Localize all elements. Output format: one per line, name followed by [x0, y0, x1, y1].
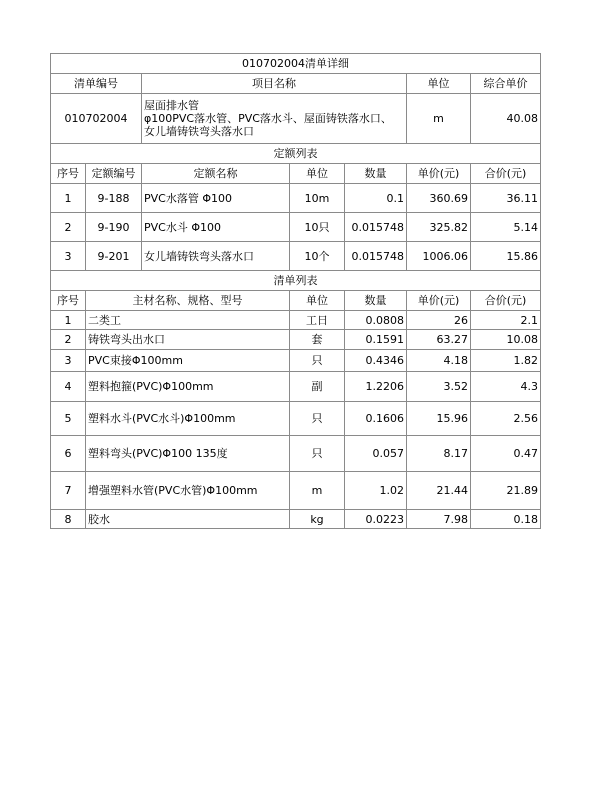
material-no: 5: [51, 402, 86, 436]
quota-unit: 10只: [290, 213, 345, 242]
bill-name-line1: 屋面排水管: [144, 99, 199, 112]
quota-total: 15.86: [471, 242, 541, 271]
material-total: 2.56: [471, 402, 541, 436]
material-total: 0.47: [471, 436, 541, 472]
bill-detail-table: [50, 53, 541, 529]
material-price: 21.44: [407, 472, 471, 510]
materials-col-name: 主材名称、规格、型号: [86, 291, 290, 311]
material-price: 8.17: [407, 436, 471, 472]
material-row: [51, 436, 541, 472]
quota-no: 3: [51, 242, 86, 271]
material-row: [51, 402, 541, 436]
material-no: 2: [51, 330, 86, 350]
material-total: 4.3: [471, 372, 541, 402]
material-row: [51, 472, 541, 510]
material-price: 15.96: [407, 402, 471, 436]
materials-col-unit: 单位: [290, 291, 345, 311]
material-name: 铸铁弯头出水口: [86, 330, 290, 350]
quota-name: 女儿墙铸铁弯头落水口: [142, 242, 290, 271]
material-unit: 只: [290, 350, 345, 372]
material-unit: m: [290, 472, 345, 510]
materials-col-total: 合价(元): [471, 291, 541, 311]
name-header: 项目名称: [142, 74, 407, 94]
quota-price: 325.82: [407, 213, 471, 242]
page-title: 010702004清单详细: [51, 54, 541, 74]
quota-row: [51, 242, 541, 271]
bill-item-row: [51, 94, 541, 144]
material-unit: 只: [290, 402, 345, 436]
material-total: 21.89: [471, 472, 541, 510]
quota-name: PVC水落管 Φ100: [142, 184, 290, 213]
quota-row: [51, 213, 541, 242]
bill-price: 40.08: [471, 94, 541, 144]
price-header: 综合单价: [471, 74, 541, 94]
material-price: 4.18: [407, 350, 471, 372]
material-qty: 0.057: [345, 436, 407, 472]
material-qty: 0.4346: [345, 350, 407, 372]
quota-total: 5.14: [471, 213, 541, 242]
material-name: 塑料弯头(PVC)Φ100 135度: [86, 436, 290, 472]
quota-unit: 10m: [290, 184, 345, 213]
quota-col-price: 单价(元): [407, 164, 471, 184]
materials-col-qty: 数量: [345, 291, 407, 311]
quota-row: [51, 184, 541, 213]
quota-qty: 0.1: [345, 184, 407, 213]
materials-section-row: [51, 271, 541, 291]
quota-unit: 10个: [290, 242, 345, 271]
bill-name-line3: 女儿墙铸铁弯头落水口: [144, 125, 254, 138]
material-no: 8: [51, 510, 86, 529]
material-price: 3.52: [407, 372, 471, 402]
material-name: 胶水: [86, 510, 290, 529]
quota-col-code: 定额编号: [86, 164, 142, 184]
bill-code: 010702004: [51, 94, 142, 144]
material-no: 6: [51, 436, 86, 472]
title-row: [51, 54, 541, 74]
material-qty: 1.2206: [345, 372, 407, 402]
material-row: [51, 311, 541, 330]
material-name: 塑料抱箍(PVC)Φ100mm: [86, 372, 290, 402]
material-price: 7.98: [407, 510, 471, 529]
material-row: [51, 330, 541, 350]
quota-name: PVC水斗 Φ100: [142, 213, 290, 242]
material-qty: 0.0808: [345, 311, 407, 330]
quota-col-qty: 数量: [345, 164, 407, 184]
material-qty: 0.0223: [345, 510, 407, 529]
material-name: 塑料水斗(PVC水斗)Φ100mm: [86, 402, 290, 436]
material-qty: 0.1591: [345, 330, 407, 350]
material-qty: 1.02: [345, 472, 407, 510]
material-price: 63.27: [407, 330, 471, 350]
materials-header-row: [51, 291, 541, 311]
material-unit: 只: [290, 436, 345, 472]
material-total: 0.18: [471, 510, 541, 529]
material-no: 3: [51, 350, 86, 372]
quota-no: 2: [51, 213, 86, 242]
material-total: 1.82: [471, 350, 541, 372]
material-no: 4: [51, 372, 86, 402]
quota-col-name: 定额名称: [142, 164, 290, 184]
material-row: [51, 510, 541, 529]
materials-section-title: 清单列表: [51, 271, 541, 291]
quota-qty: 0.015748: [345, 213, 407, 242]
quota-code: 9-201: [86, 242, 142, 271]
quota-col-total: 合价(元): [471, 164, 541, 184]
quota-code: 9-190: [86, 213, 142, 242]
bill-name-line2: φ100PVC落水管、PVC落水斗、屋面铸铁落水口、: [144, 112, 392, 125]
materials-col-price: 单价(元): [407, 291, 471, 311]
quota-price: 1006.06: [407, 242, 471, 271]
quota-section-title: 定额列表: [51, 144, 541, 164]
material-total: 10.08: [471, 330, 541, 350]
materials-col-no: 序号: [51, 291, 86, 311]
material-price: 26: [407, 311, 471, 330]
material-qty: 0.1606: [345, 402, 407, 436]
quota-header-row: [51, 164, 541, 184]
code-header: 清单编号: [51, 74, 142, 94]
material-total: 2.1: [471, 311, 541, 330]
quota-no: 1: [51, 184, 86, 213]
material-unit: 工日: [290, 311, 345, 330]
bill-header-row: [51, 74, 541, 94]
quota-col-unit: 单位: [290, 164, 345, 184]
material-no: 1: [51, 311, 86, 330]
material-unit: 套: [290, 330, 345, 350]
material-no: 7: [51, 472, 86, 510]
quota-qty: 0.015748: [345, 242, 407, 271]
quota-col-no: 序号: [51, 164, 86, 184]
unit-header: 单位: [407, 74, 471, 94]
bill-unit: m: [407, 94, 471, 144]
material-unit: kg: [290, 510, 345, 529]
material-name: 二类工: [86, 311, 290, 330]
material-row: [51, 350, 541, 372]
material-name: 增强塑料水管(PVC水管)Φ100mm: [86, 472, 290, 510]
quota-section-row: [51, 144, 541, 164]
material-name: PVC束接Φ100mm: [86, 350, 290, 372]
quota-total: 36.11: [471, 184, 541, 213]
quota-price: 360.69: [407, 184, 471, 213]
bill-name: [142, 94, 407, 144]
material-unit: 副: [290, 372, 345, 402]
material-row: [51, 372, 541, 402]
quota-code: 9-188: [86, 184, 142, 213]
